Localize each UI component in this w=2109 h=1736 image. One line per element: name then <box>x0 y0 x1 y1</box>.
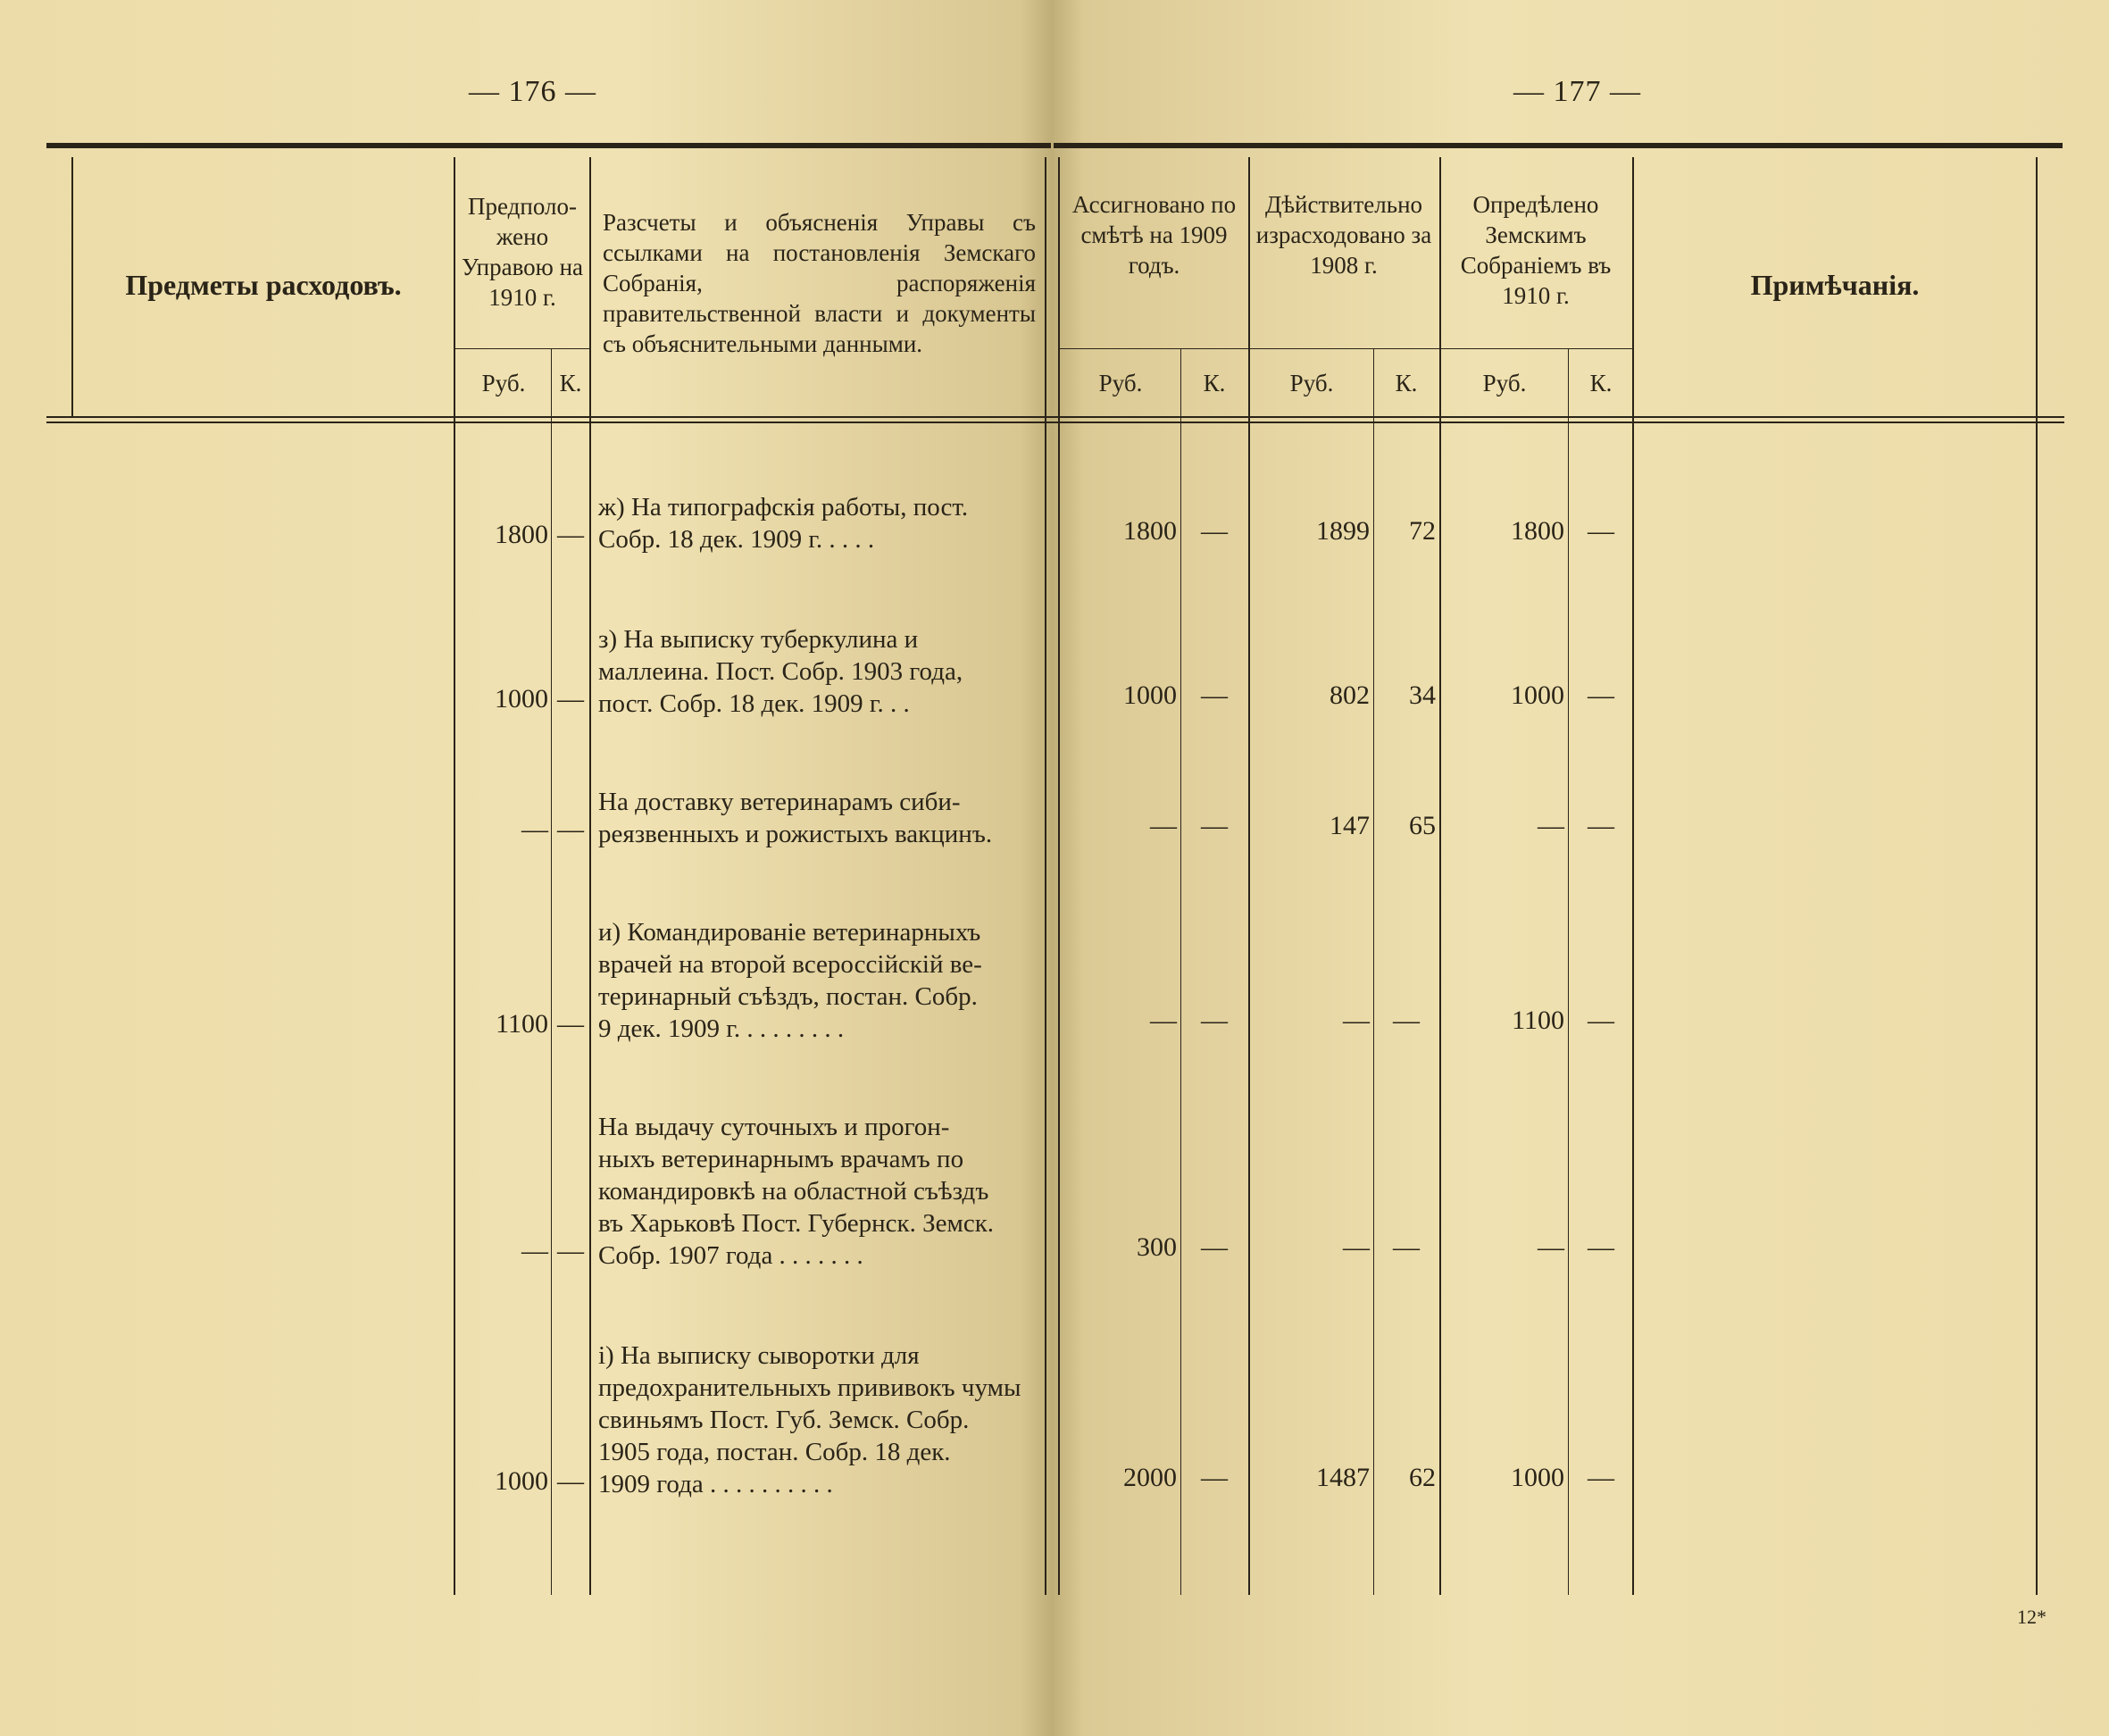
header-rule-2 <box>46 421 2064 423</box>
kop-label: К. <box>1203 370 1226 396</box>
header-items: Предметы расходовъ. <box>125 269 402 301</box>
sub-rule-proposed <box>454 348 589 349</box>
proposed-rub: 1000 <box>495 1466 548 1496</box>
rub-label: Руб. <box>1289 370 1334 396</box>
col-line-7 <box>1632 157 1634 1595</box>
assigned-rub: 1800 <box>1123 516 1177 546</box>
spent-kop: 65 <box>1409 811 1436 840</box>
spent-kop: — <box>1393 1006 1420 1035</box>
header-notes: Примѣчанія. <box>1750 269 1920 301</box>
spent-rub: 802 <box>1330 680 1370 710</box>
rub-label: Руб. <box>1098 370 1143 396</box>
col-line-8 <box>2036 157 2038 1595</box>
col-line-4k <box>1180 348 1181 1595</box>
spent-rub: 1899 <box>1316 516 1370 546</box>
proposed-kop: — <box>557 814 584 844</box>
col-line-4 <box>1058 157 1060 1595</box>
col-line-2 <box>589 157 591 1595</box>
assigned-rub: 300 <box>1137 1232 1177 1262</box>
proposed-rub: 1100 <box>496 1009 548 1039</box>
det-kop: — <box>1588 516 1614 546</box>
assigned-rub: 2000 <box>1123 1463 1177 1492</box>
spent-rub: — <box>1343 1006 1370 1035</box>
header-spent: Дѣйствительно израсходовано за 1908 г. <box>1255 191 1432 279</box>
assigned-rub: — <box>1150 1006 1177 1035</box>
col-line-3 <box>1045 157 1046 1595</box>
proposed-kop: — <box>557 684 584 714</box>
det-kop: — <box>1588 811 1614 840</box>
det-kop: — <box>1588 1006 1614 1035</box>
proposed-rub: — <box>521 814 548 844</box>
row-desc: з) На выписку туберкулина и маллеина. Пост. Собр. 1903 года, пост. Собр. 18 дек. 1909 г. . . <box>598 625 963 718</box>
kop-label: К. <box>1395 370 1418 396</box>
spent-kop: — <box>1393 1232 1420 1262</box>
kop-label: К. <box>559 370 582 396</box>
rub-label: Руб. <box>1482 370 1527 396</box>
col-line-5k <box>1373 348 1374 1595</box>
spent-kop: 72 <box>1409 516 1436 546</box>
signature-mark: 12* <box>2017 1606 2046 1628</box>
assigned-rub: — <box>1150 811 1177 840</box>
assigned-kop: — <box>1201 811 1228 840</box>
rub-label: Руб. <box>481 370 526 396</box>
top-rule-right <box>1054 143 2063 148</box>
header-proposed: Предполо-жено Управою на 1910 г. <box>461 193 584 311</box>
header-rule <box>46 416 2064 418</box>
assigned-kop: — <box>1201 1232 1228 1262</box>
det-rub: 1800 <box>1511 516 1564 546</box>
row-desc: ж) На типографскія работы, пост. Собр. 18 дек. 1909 г. . . . . <box>598 493 969 554</box>
assigned-kop: — <box>1201 1463 1228 1492</box>
spent-kop: 34 <box>1409 680 1436 710</box>
proposed-rub: 1800 <box>495 520 548 549</box>
row-desc: и) Командированіе ветеринарныхъ врачей на второй всероссійскій ве- теринарный съѣздъ, постан. Собр. 9 дек. 1909 г. . . . . . . . . <box>598 918 982 1043</box>
det-rub: 1000 <box>1511 680 1564 710</box>
proposed-kop: — <box>557 1236 584 1265</box>
proposed-rub: 1000 <box>495 684 548 714</box>
spent-rub: 1487 <box>1316 1463 1370 1492</box>
proposed-kop: — <box>557 520 584 549</box>
header-determined: Опредѣлено Земскимъ Собраніемъ въ 1910 г. <box>1460 191 1612 309</box>
assigned-kop: — <box>1201 516 1228 546</box>
det-rub: 1100 <box>1512 1006 1564 1035</box>
det-kop: — <box>1588 1232 1614 1262</box>
col-line-1 <box>454 157 455 1595</box>
det-rub: — <box>1538 811 1564 840</box>
det-kop: — <box>1588 1463 1614 1492</box>
proposed-rub: — <box>521 1236 548 1265</box>
proposed-kop: — <box>557 1009 584 1039</box>
sub-rule-right <box>1058 348 1632 349</box>
spent-rub: — <box>1343 1232 1370 1262</box>
assigned-rub: 1000 <box>1123 680 1177 710</box>
page-number-right: — 177 — <box>1513 75 1641 108</box>
spent-kop: 62 <box>1409 1463 1436 1492</box>
assigned-kop: — <box>1201 1006 1228 1035</box>
row-desc: і) На выписку сыворотки для предохранительныхъ прививокъ чумы свиньямъ Пост. Губ. Земск. Собр. 1905 года, постан. Собр. 18 дек. 1909 года . . . . . . . . . . <box>598 1341 1021 1498</box>
header-assigned: Ассигновано по смѣтѣ на 1909 годъ. <box>1071 191 1237 279</box>
assigned-kop: — <box>1201 680 1228 710</box>
col-line-5 <box>1248 157 1250 1595</box>
col-line-6k <box>1568 348 1569 1595</box>
det-rub: 1000 <box>1511 1463 1564 1492</box>
spent-rub: 147 <box>1330 811 1370 840</box>
row-desc: На выдачу суточныхъ и прогон- ныхъ ветеринарнымъ врачамъ по командировкѣ на областной съѣздъ въ Харьковѣ Пост. Губернск. Земск. Собр. 1907 года . . . . . . . <box>598 1113 995 1270</box>
row-desc: На доставку ветеринарамъ сиби- реязвенныхъ и рожистыхъ вакцинъ. <box>598 788 993 848</box>
det-rub: — <box>1538 1232 1564 1262</box>
proposed-kop: — <box>557 1466 584 1496</box>
page-number-left: — 176 — <box>469 75 596 108</box>
col-line-0 <box>71 157 73 416</box>
kop-label: К. <box>1589 370 1613 396</box>
col-line-6 <box>1439 157 1441 1595</box>
det-kop: — <box>1588 680 1614 710</box>
header-explanations: Разсчеты и объясненія Управы съ ссылками на постановленія Земскаго Собранія, распоряженія правительственной власти и документы съ объяснительными данными. <box>603 209 1036 357</box>
top-rule-left <box>46 143 1051 148</box>
